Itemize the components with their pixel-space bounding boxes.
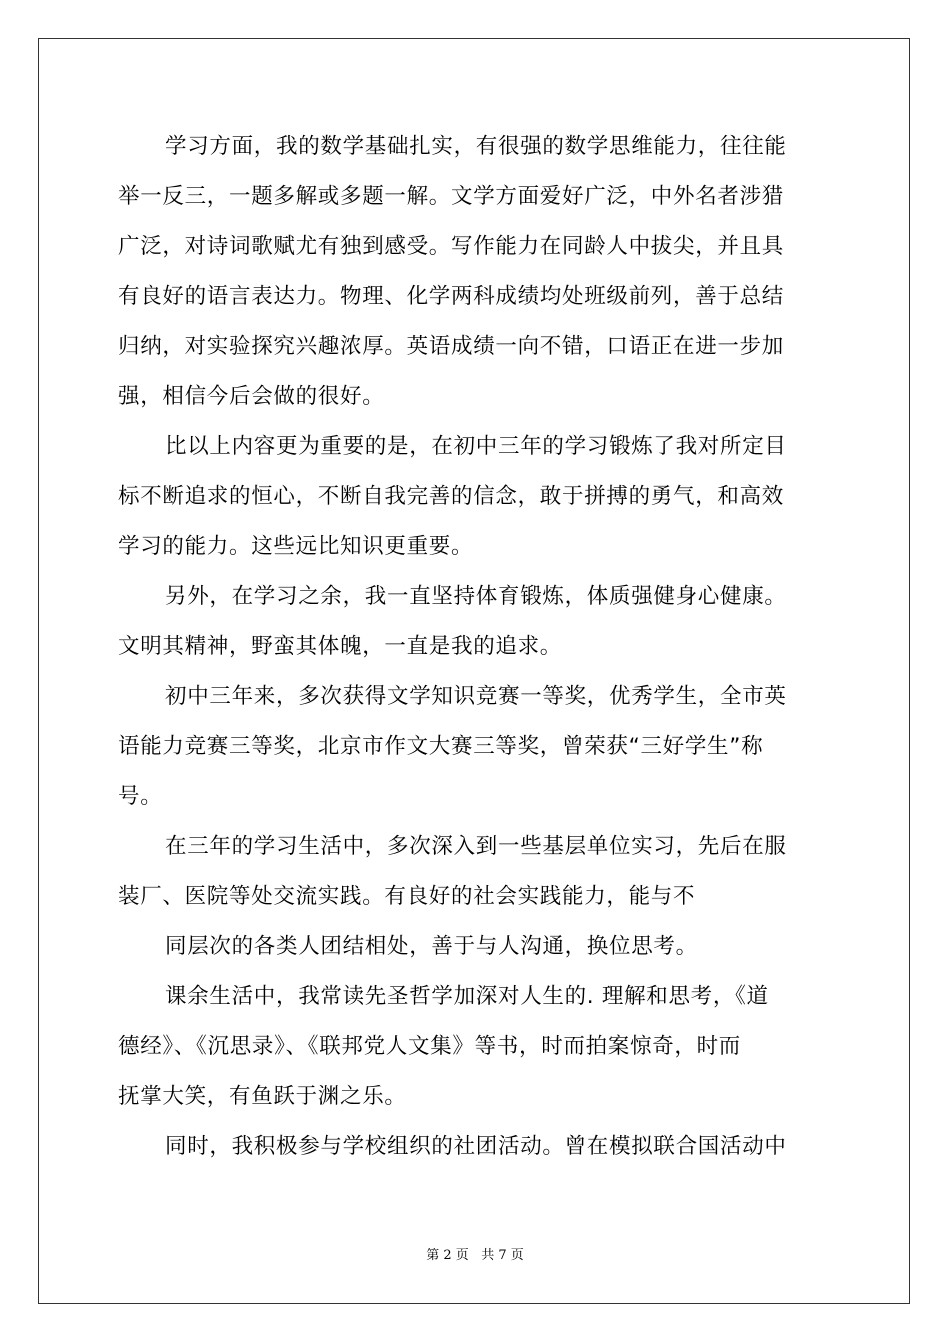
text-line: 德经》、《沉思录》、《联邦党人文集》等书，时而拍案惊奇，时而 [118, 1034, 742, 1059]
text-line: 学习的能力。这些远比知识更重要。 [118, 534, 474, 559]
text-line: 强，相信今后会做的很好。 [118, 384, 385, 409]
text-line: 文明其精神，野蛮其体魄，一直是我的追求。 [118, 634, 563, 659]
text-line: 广泛，对诗词歌赋尤有独到感受。写作能力在同龄人中拔尖，并且具 [118, 234, 785, 259]
text-line: 语能力竞赛三等奖，北京市作文大赛三等奖，曾荣获“三好学生”称 [118, 734, 764, 759]
text-line: 抚掌大笑，有鱼跃于渊之乐。 [118, 1084, 407, 1109]
text-line: 课余生活中，我常读先圣哲学加深对人生的. 理解和思考，《道 [165, 984, 769, 1009]
text-line: 归纳，对实验探究兴趣浓厚。英语成绩一向不错，口语正在进一步加 [118, 334, 785, 359]
text-line: 号。 [118, 784, 163, 809]
text-line: 同时，我积极参与学校组织的社团活动。曾在模拟联合国活动中 [165, 1134, 787, 1159]
text-line: 初中三年来，多次获得文学知识竞赛一等奖，优秀学生，全市英 [165, 684, 787, 709]
text-line: 比以上内容更为重要的是，在初中三年的学习锻炼了我对所定目 [165, 434, 787, 459]
text-line: 在三年的学习生活中，多次深入到一些基层单位实习，先后在服 [165, 834, 787, 859]
text-line: 装厂、医院等处交流实践。有良好的社会实践能力，能与不 [118, 884, 696, 909]
text-line: 同层次的各类人团结相处，善于与人沟通，换位思考。 [165, 934, 698, 959]
text-line: 有良好的语言表达力。物理、化学两科成绩均处班级前列，善于总结 [118, 284, 785, 309]
text-line: 标不断追求的恒心，不断自我完善的信念，敢于拼搏的勇气，和高效 [118, 484, 785, 509]
text-line: 举一反三，一题多解或多题一解。文学方面爱好广泛，中外名者涉猎 [118, 184, 785, 209]
text-line: 学习方面，我的数学基础扎实，有很强的数学思维能力，往往能 [165, 134, 787, 159]
page-number-footer: 第 2 页 共 7 页 [426, 1248, 524, 1263]
text-line: 另外，在学习之余，我一直坚持体育锻炼，体质强健身心健康。 [165, 584, 787, 609]
